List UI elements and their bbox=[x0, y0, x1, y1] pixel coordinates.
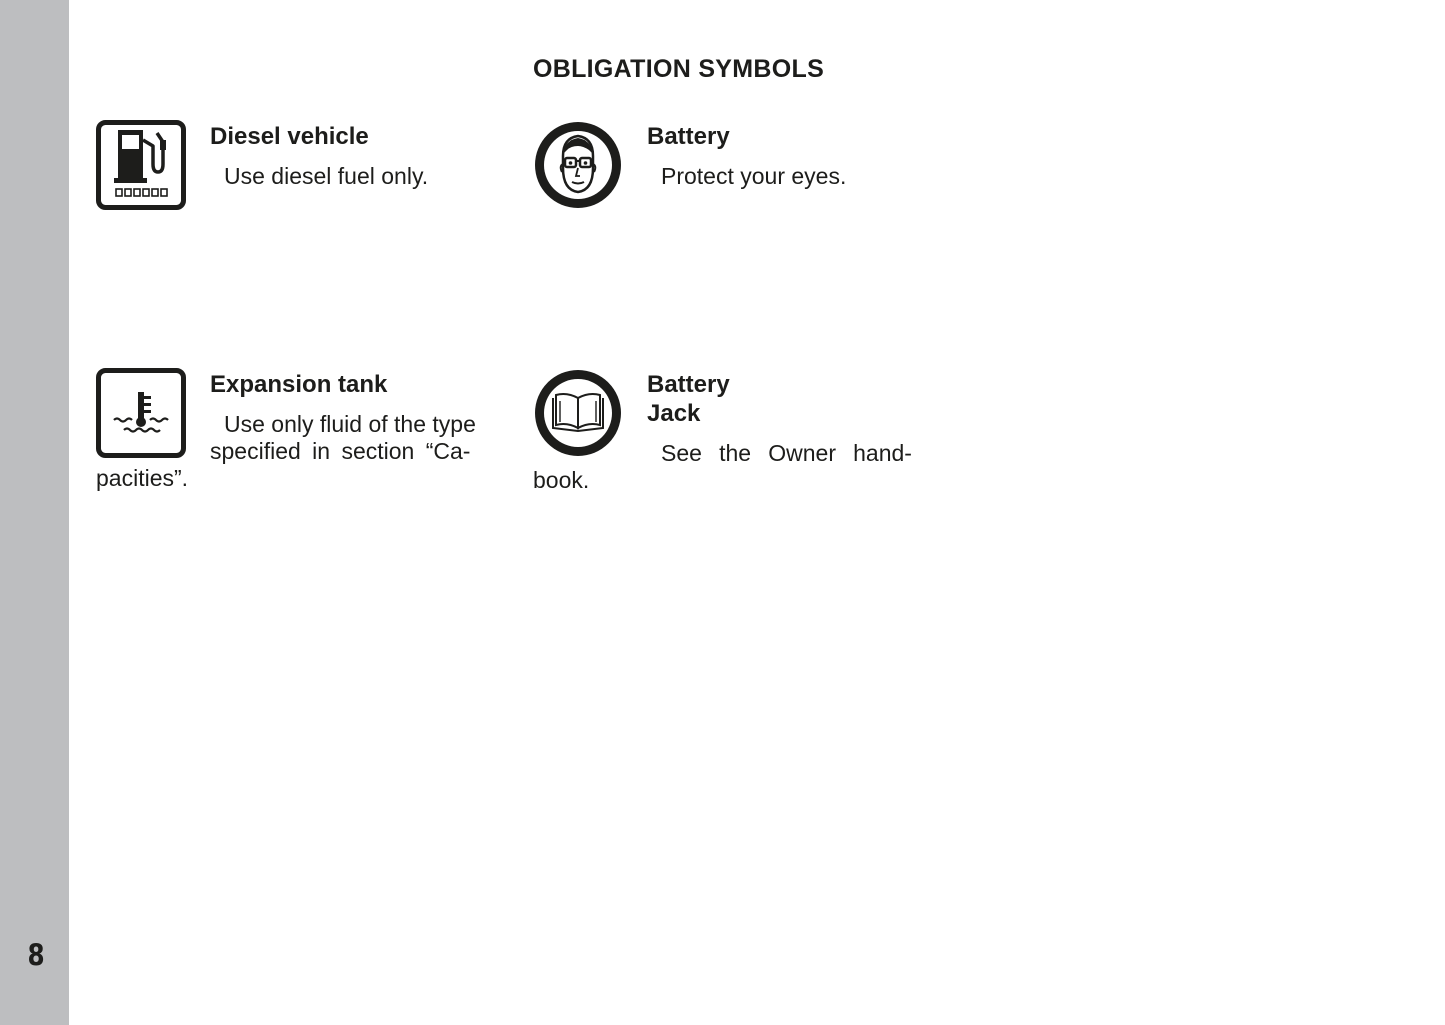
owner-handbook-icon bbox=[533, 368, 623, 458]
entry-word: the bbox=[719, 440, 752, 466]
page-title: OBLIGATION SYMBOLS bbox=[533, 55, 825, 83]
diesel-fuel-pump-icon bbox=[96, 120, 186, 210]
entry-word: Owner bbox=[768, 440, 836, 466]
page-number: 8 bbox=[27, 938, 45, 972]
entry-text: Protect your eyes. bbox=[661, 163, 847, 189]
eye-protection-face-icon bbox=[533, 120, 623, 210]
entry-heading: Expansion tank bbox=[210, 371, 388, 398]
entry-word: See bbox=[661, 440, 702, 466]
entry-heading: Diesel vehicle bbox=[210, 123, 369, 150]
entry-text: specified in section “Ca- bbox=[210, 438, 471, 464]
entry-text: pacities”. bbox=[96, 465, 189, 491]
entry-text: Use diesel fuel only. bbox=[224, 163, 429, 189]
page-margin-strip bbox=[0, 0, 69, 1025]
coolant-level-icon bbox=[96, 368, 186, 458]
entry-text bbox=[661, 440, 912, 467]
entry-heading: Battery bbox=[647, 123, 730, 150]
entry-heading: Jack bbox=[647, 400, 701, 427]
entry-text: Use only fluid of the type bbox=[224, 411, 476, 437]
entry-heading: Battery bbox=[647, 371, 730, 398]
entry-text: book. bbox=[533, 467, 590, 493]
entry-word: hand- bbox=[853, 440, 912, 466]
